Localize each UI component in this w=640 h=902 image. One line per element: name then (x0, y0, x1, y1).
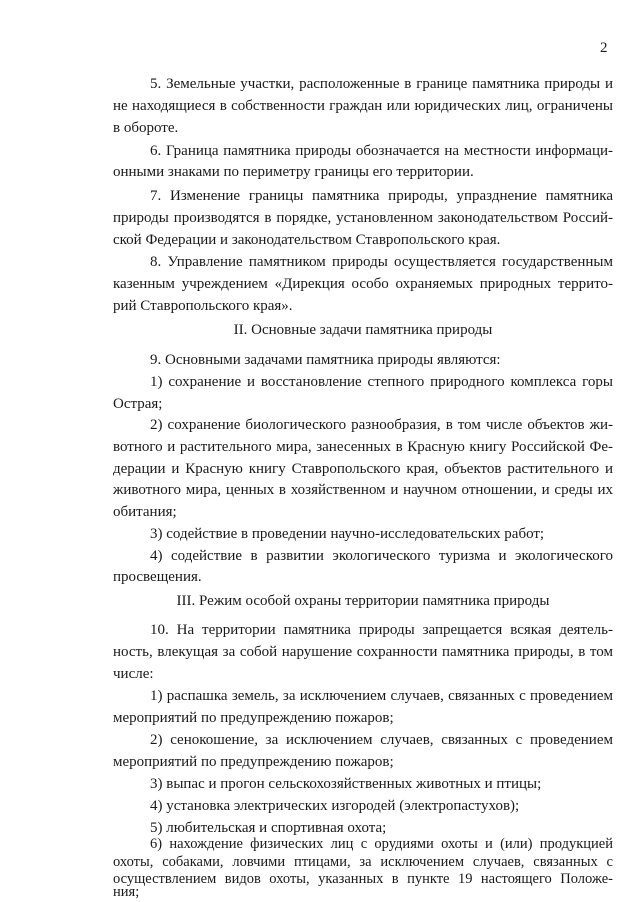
text-line: 6) нахождение физических лиц с орудиями охоты и (или) продукцией (150, 836, 613, 852)
text-line: 3) выпас и прогон сельскохозяйственных животных и птицы; (150, 776, 542, 792)
text-line: Острая; (113, 396, 163, 412)
text-line: осуществлением видов охоты, указанных в пункте 19 настоящего Положе- (113, 871, 613, 887)
text-line: просвещения. (113, 569, 202, 585)
text-line: 5) любительская и спортивная охота; (150, 820, 387, 836)
text-line: дерации и Красную книгу Ставропольского края, объектов растительного и (113, 461, 613, 477)
text-line: 8. Управление памятником природы осуществляется государственным (150, 254, 613, 270)
text-line: ность, влекущая за собой нарушение сохранности памятника природы, в том (113, 644, 613, 660)
section-heading: II. Основные задачи памятника природы (233, 322, 493, 338)
text-line: казенным учреждением «Дирекция особо охраняемых природных террито- (113, 276, 613, 292)
text-line: 6. Граница памятника природы обозначается на местности информаци- (150, 143, 613, 159)
text-line: мероприятий по предупреждению пожаров; (113, 710, 394, 726)
text-line: 9. Основными задачами памятника природы являются: (150, 352, 501, 368)
text-line: природы производятся в порядке, установленном законодательством Россий- (113, 210, 613, 226)
text-line: не находящиеся в собственности граждан или юридических лиц, ограничены (113, 98, 613, 114)
text-line: в обороте. (113, 120, 179, 136)
text-line: охоты, собаками, ловчими птицами, за исключением случаев, связанных с (113, 854, 613, 870)
section-heading: III. Режим особой охраны территории памятника природы (176, 593, 550, 609)
text-line: 4) установка электрических изгородей (электропастухов); (150, 798, 520, 814)
text-line: рий Ставропольского края». (113, 298, 293, 314)
text-line: обитания; (113, 504, 177, 520)
text-line: 5. Земельные участки, расположенные в границе памятника природы и (150, 76, 613, 92)
text-line: 10. На территории памятника природы запрещается всякая деятель- (150, 622, 613, 638)
text-line: 3) содействие в проведении научно-исследовательских работ; (150, 526, 545, 542)
text-line: 1) распашка земель, за исключением случаев, связанных с проведением (150, 688, 613, 704)
text-line: вотного и растительного мира, занесенных в Красную книгу Российской Фе- (113, 439, 613, 455)
text-line: мероприятий по предупреждению пожаров; (113, 754, 394, 770)
text-line: числе: (113, 666, 154, 682)
text-line: 7. Изменение границы памятника природы, упразднение памятника (150, 188, 613, 204)
text-line: 4) содействие в развитии экологического туризма и экологического (150, 548, 613, 564)
text-line: онными знаками по периметру границы его территории. (113, 164, 474, 180)
text-line: 1) сохранение и восстановление степного природного комплекса горы (150, 374, 613, 390)
text-line: животного мира, ценных в хозяйственном и научном отношении, и среды их (113, 482, 613, 498)
page-number: 2 (600, 40, 608, 56)
text-line: ния; (113, 884, 140, 900)
text-line: 2) сохранение биологического разнообразия, в том числе объектов жи- (150, 417, 613, 433)
text-line: 2) сенокошение, за исключением случаев, связанных с проведением (150, 732, 613, 748)
text-line: ской Федерации и законодательством Ставропольского края. (113, 232, 501, 248)
